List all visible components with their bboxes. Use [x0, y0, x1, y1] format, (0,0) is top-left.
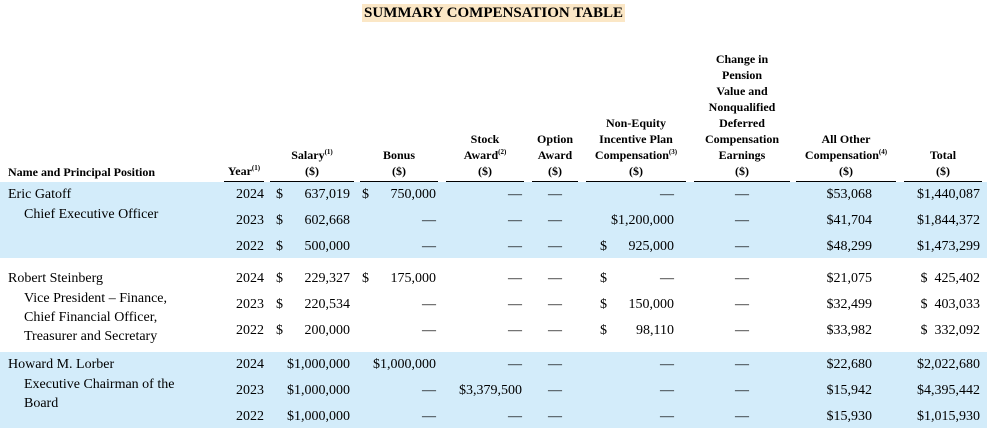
cell-nonequity: $1,200,000 — [611, 213, 674, 228]
person-name: Robert Steinberg — [8, 271, 104, 286]
cell-nonequity: 925,000 — [628, 239, 674, 254]
cell-year: 2023 — [236, 213, 264, 228]
cell-nonequity: — — [660, 383, 674, 398]
cell-salary: 220,534 — [304, 297, 350, 312]
cell-bonus-symbol: $ — [362, 187, 369, 202]
header-nonequity-line3: Compensation — [594, 148, 669, 162]
header-pension — [694, 51, 790, 182]
cell-bonus: 750,000 — [390, 187, 436, 202]
header-other-line2: Compensation — [804, 148, 879, 162]
cell-total: $2,022,680 — [917, 357, 980, 372]
header-total-label: Total — [929, 148, 957, 162]
cell-salary-symbol: $ — [276, 297, 283, 312]
cell-all-other: $53,068 — [826, 187, 872, 202]
cell-total: $4,395,442 — [917, 383, 980, 398]
header-nonequity-footnote: (3) — [668, 148, 678, 156]
cell-pension: — — [735, 383, 749, 398]
cell-total: $1,473,299 — [917, 239, 980, 254]
cell-year: 2024 — [236, 271, 264, 286]
cell-nonequity: — — [660, 187, 674, 202]
cell-nonequity: 150,000 — [628, 297, 674, 312]
cell-pension: — — [735, 357, 749, 372]
cell-year: 2022 — [236, 323, 264, 338]
cell-salary: 229,327 — [304, 271, 350, 286]
header-nonequity — [586, 115, 686, 182]
header-pension-line7: Earnings — [718, 148, 766, 162]
cell-bonus: $1,000,000 — [373, 357, 436, 372]
header-salary — [270, 147, 354, 182]
cell-year: 2024 — [236, 187, 264, 202]
header-nonequity-line2: Incentive Plan — [599, 132, 673, 146]
header-bonus — [360, 147, 438, 182]
cell-pension: — — [735, 409, 749, 424]
header-stock-footnote: (2) — [498, 148, 507, 156]
cell-stock-award: — — [508, 271, 522, 286]
cell-nonequity-symbol: $ — [600, 239, 607, 254]
cell-salary: $1,000,000 — [287, 357, 350, 372]
cell-stock-award: — — [508, 323, 522, 338]
cell-stock-award: $3,379,500 — [459, 383, 522, 398]
table-title-text: SUMMARY COMPENSATION TABLE — [364, 5, 623, 21]
header-other — [796, 131, 896, 182]
header-total-unit: ($) — [936, 164, 950, 178]
cell-salary: 637,019 — [304, 187, 350, 202]
header-nonequity-unit: ($) — [629, 164, 643, 178]
cell-pension: — — [735, 271, 749, 286]
cell-option-award: — — [548, 271, 562, 286]
header-nonequity-line1: Non-Equity — [605, 116, 667, 130]
cell-stock-award: — — [508, 213, 522, 228]
cell-option-award: — — [548, 213, 562, 228]
person-title-line: Chief Executive Officer — [24, 207, 159, 222]
cell-year: 2022 — [236, 239, 264, 254]
cell-bonus: — — [422, 297, 436, 312]
cell-salary-symbol: $ — [276, 213, 283, 228]
header-option-line2: Award — [537, 148, 573, 162]
header-pension-line4: Nonqualified — [708, 100, 776, 114]
cell-salary: 500,000 — [304, 239, 350, 254]
cell-salary-symbol: $ — [276, 271, 283, 286]
cell-bonus: — — [422, 383, 436, 398]
header-pension-line3: Value and — [716, 84, 768, 98]
cell-year: 2024 — [236, 357, 264, 372]
cell-salary: $1,000,000 — [287, 383, 350, 398]
cell-stock-award: — — [508, 187, 522, 202]
cell-stock-award: — — [508, 409, 522, 424]
cell-bonus: — — [422, 323, 436, 338]
cell-stock-award: — — [508, 357, 522, 372]
header-option — [532, 131, 578, 182]
cell-all-other: $33,982 — [826, 323, 872, 338]
cell-pension: — — [735, 213, 749, 228]
cell-stock-award: — — [508, 297, 522, 312]
cell-salary: 602,668 — [304, 213, 350, 228]
header-year — [224, 163, 264, 182]
cell-nonequity: — — [660, 357, 674, 372]
cell-bonus: — — [422, 239, 436, 254]
header-pension-line1: Change in — [715, 52, 769, 66]
header-stock-line2: Award — [463, 148, 499, 162]
table-header — [0, 46, 987, 182]
cell-all-other: $48,299 — [826, 239, 872, 254]
header-other-footnote: (4) — [878, 148, 888, 156]
cell-total: $ 332,092 — [920, 323, 980, 338]
header-year-footnote: (1) — [251, 164, 261, 172]
cell-all-other: $22,680 — [826, 357, 872, 372]
cell-all-other: $21,075 — [826, 271, 872, 286]
header-name — [8, 164, 208, 182]
person-title-line: Treasurer and Secretary — [24, 329, 158, 344]
cell-nonequity: — — [660, 271, 674, 286]
table-body — [0, 182, 987, 428]
header-pension-line5: Deferred — [719, 116, 765, 130]
header-bonus-label: Bonus — [382, 148, 416, 162]
table-title — [0, 4, 987, 22]
cell-stock-award: — — [508, 239, 522, 254]
cell-option-award: — — [548, 297, 562, 312]
cell-all-other: $15,930 — [826, 409, 872, 424]
cell-nonequity: — — [660, 409, 674, 424]
cell-salary-symbol: $ — [276, 187, 283, 202]
cell-total: $ 425,402 — [920, 271, 980, 286]
person-title-line: Executive Chairman of the — [24, 377, 175, 392]
cell-nonequity: 98,110 — [636, 323, 674, 338]
cell-pension: — — [735, 239, 749, 254]
header-year-label: Year — [227, 164, 252, 178]
person-group-lorber — [0, 352, 987, 428]
cell-nonequity-symbol: $ — [600, 323, 607, 338]
cell-all-other: $41,704 — [826, 213, 872, 228]
person-group-steinberg — [0, 266, 987, 344]
person-title-line: Board — [24, 396, 59, 411]
cell-total: $1,440,087 — [917, 187, 980, 202]
cell-salary-symbol: $ — [276, 239, 283, 254]
cell-total: $1,844,372 — [917, 213, 980, 228]
cell-nonequity-symbol: $ — [600, 271, 607, 286]
cell-nonequity-symbol: $ — [600, 297, 607, 312]
person-title-line: Chief Financial Officer, — [24, 310, 158, 325]
cell-option-award: — — [548, 187, 562, 202]
cell-year: 2023 — [236, 297, 264, 312]
cell-year: 2023 — [236, 383, 264, 398]
header-salary-label: Salary — [291, 148, 325, 162]
cell-total: $1,015,930 — [917, 409, 980, 424]
header-bonus-unit: ($) — [392, 164, 406, 178]
person-name: Eric Gatoff — [8, 187, 72, 202]
person-title-line: Vice President – Finance, — [24, 291, 168, 306]
cell-option-award: — — [548, 239, 562, 254]
header-name-label: Name and Principal Position — [8, 165, 156, 179]
header-other-line1: All Other — [821, 132, 871, 146]
cell-bonus: — — [422, 213, 436, 228]
person-group-gatoff — [0, 182, 987, 258]
header-option-unit: ($) — [548, 164, 562, 178]
cell-salary: $1,000,000 — [287, 409, 350, 424]
cell-salary: 200,000 — [304, 323, 350, 338]
cell-pension: — — [735, 187, 749, 202]
header-stock — [446, 131, 524, 182]
header-total — [904, 147, 982, 182]
header-pension-line6: Compensation — [704, 132, 779, 146]
header-pension-unit: ($) — [735, 164, 749, 178]
person-name: Howard M. Lorber — [8, 357, 115, 372]
header-option-line1: Option — [536, 132, 573, 146]
cell-option-award: — — [548, 383, 562, 398]
cell-all-other: $32,499 — [826, 297, 872, 312]
cell-year: 2022 — [236, 409, 264, 424]
cell-all-other: $15,942 — [826, 383, 872, 398]
cell-option-award: — — [548, 323, 562, 338]
cell-bonus-symbol: $ — [362, 271, 369, 286]
header-salary-footnote: (1) — [324, 148, 333, 156]
cell-option-award: — — [548, 357, 562, 372]
header-stock-line1: Stock — [470, 132, 500, 146]
cell-bonus: — — [422, 409, 436, 424]
header-other-unit: ($) — [839, 164, 853, 178]
cell-total: $ 403,033 — [920, 297, 980, 312]
cell-pension: — — [735, 323, 749, 338]
cell-pension: — — [735, 297, 749, 312]
header-pension-line2: Pension — [721, 68, 762, 82]
header-stock-unit: ($) — [478, 164, 492, 178]
cell-bonus: 175,000 — [390, 271, 436, 286]
cell-salary-symbol: $ — [276, 323, 283, 338]
cell-option-award: — — [548, 409, 562, 424]
header-salary-unit: ($) — [305, 164, 319, 178]
